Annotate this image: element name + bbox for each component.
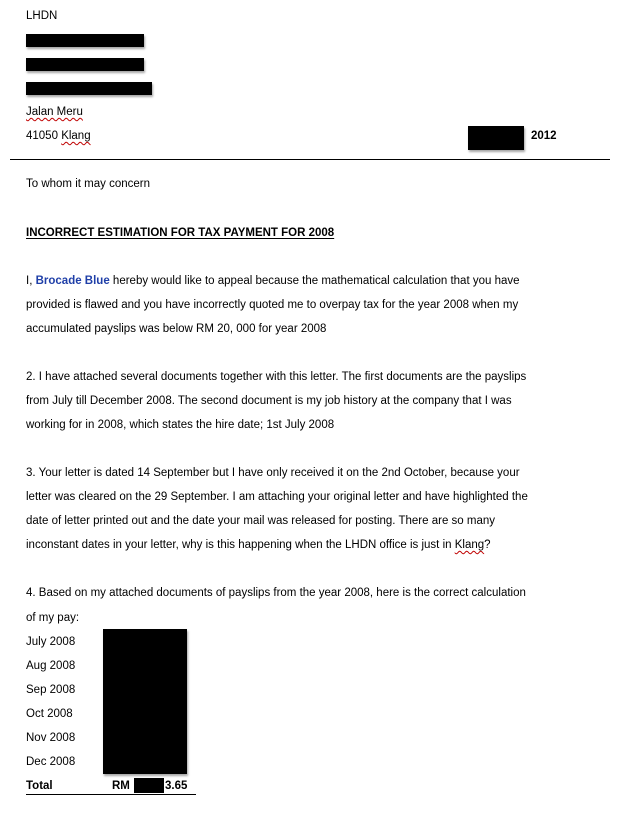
para3-line4-end: ? xyxy=(484,539,491,551)
postcode: 41050 xyxy=(26,130,58,142)
salutation: To whom it may concern xyxy=(26,178,150,190)
para1-line2: provided is flawed and you have incorrectly quoted me to overpay tax for the year 2008 when my xyxy=(26,299,519,311)
para3-line4 xyxy=(26,539,606,551)
para2-line2: from July till December 2008. The second document is my job history at the company that I was xyxy=(26,395,512,407)
address-city-line xyxy=(26,130,91,142)
letter-subject: INCORRECT ESTIMATION FOR TAX PAYMENT FOR 2008 xyxy=(26,227,335,239)
month-july: July 2008 xyxy=(26,636,76,648)
para3-line2: letter was cleared on the 29 September. I am attaching your original letter and have highlighted the xyxy=(26,491,528,503)
redacted-address-line-2 xyxy=(26,58,144,71)
para2-line3: working for in 2008, which states the hire date; 1st July 2008 xyxy=(26,419,335,431)
city-name: Klang xyxy=(61,130,91,142)
street-name: Jalan Meru xyxy=(26,106,83,118)
total-row xyxy=(26,780,196,795)
para1-line1 xyxy=(26,275,606,287)
redacted-address-line-1 xyxy=(26,34,144,47)
redacted-total-amount xyxy=(134,778,164,793)
redacted-date xyxy=(468,126,524,150)
letter-year: 2012 xyxy=(531,130,557,142)
total-currency: RM xyxy=(112,780,130,792)
redacted-address-line-3 xyxy=(26,82,152,95)
month-nov: Nov 2008 xyxy=(26,732,76,744)
total-label: Total xyxy=(26,780,53,792)
para2-line1: 2. I have attached several documents together with this letter. The first documents are the payslips xyxy=(26,371,527,383)
sender-name: LHDN xyxy=(26,10,58,22)
para3-line3: date of letter printed out and the date your mail was released for posting. There are so many xyxy=(26,515,496,527)
para1-line3: accumulated payslips was below RM 20, 000 for year 2008 xyxy=(26,323,327,335)
para1-prefix: I, xyxy=(26,275,36,287)
para4-line2: of my pay: xyxy=(26,612,80,624)
redacted-monthly-amounts xyxy=(103,629,187,774)
para1-line1-rest: hereby would like to appeal because the mathematical calculation that you have xyxy=(109,275,520,287)
appellant-name: Brocade Blue xyxy=(35,275,110,287)
para4-line1: 4. Based on my attached documents of payslips from the year 2008, here is the correct calculation xyxy=(26,587,526,599)
para3-city: Klang xyxy=(454,539,485,551)
month-dec: Dec 2008 xyxy=(26,756,76,768)
month-sep: Sep 2008 xyxy=(26,684,76,696)
para3-line4-text: inconstant dates in your letter, why is this happening when the LHDN office is just in xyxy=(26,539,455,551)
total-amount: 3.65 xyxy=(165,780,188,792)
month-oct: Oct 2008 xyxy=(26,708,73,720)
month-aug: Aug 2008 xyxy=(26,660,76,672)
para3-line1: 3. Your letter is dated 14 September but I have only received it on the 2nd October, because your xyxy=(26,467,520,479)
address-street xyxy=(26,106,83,118)
header-divider xyxy=(10,159,610,160)
